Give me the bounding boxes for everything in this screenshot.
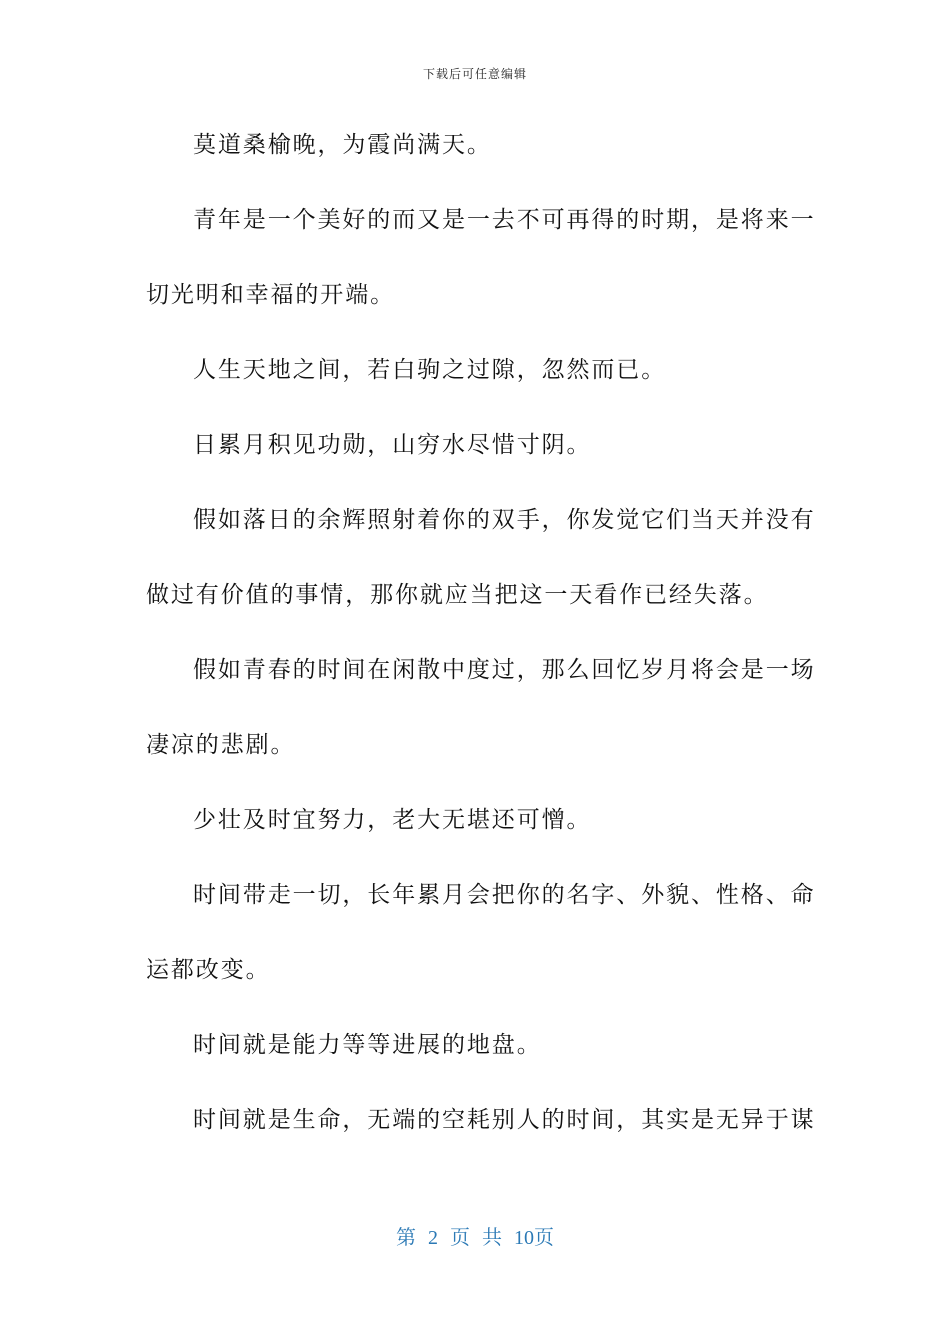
paragraph-line: 时间带走一切，长年累月会把你的名字、外貌、性格、命 (193, 882, 816, 908)
paragraph-line: 时间就是生命，无端的空耗别人的时间，其实是无异于谋 (193, 1107, 816, 1133)
paragraph-line: 切光明和幸福的开端。 (146, 282, 395, 308)
paragraph-line: 运都改变。 (146, 957, 271, 983)
paragraph-line: 假如青春的时间在闲散中度过，那么回忆岁月将会是一场 (193, 657, 816, 683)
paragraph-line: 时间就是能力等等进展的地盘。 (193, 1032, 542, 1058)
paragraph-line: 假如落日的余辉照射着你的双手，你发觉它们当天并没有 (193, 507, 816, 533)
paragraph-line: 日累月积见功勋，山穷水尽惜寸阴。 (193, 432, 592, 458)
page-footer (0, 1225, 950, 1251)
footer-word-ye: 页 (450, 1227, 470, 1249)
paragraph-line: 莫道桑榆晚，为霞尚满天。 (193, 132, 492, 158)
paragraph-line: 做过有价值的事情，那你就应当把这一天看作已经失落。 (146, 582, 769, 608)
paragraph-line: 青年是一个美好的而又是一去不可再得的时期，是将来一 (193, 207, 816, 233)
footer-word-gong: 共 (482, 1227, 502, 1249)
paragraph-line: 凄凉的悲剧。 (146, 732, 296, 758)
total-pages: 10页 (514, 1227, 554, 1249)
paragraph-line: 人生天地之间，若白驹之过隙，忽然而已。 (193, 357, 667, 383)
page-number: 2 (428, 1227, 438, 1249)
page-header: 下载后可任意编辑 (422, 67, 527, 81)
paragraph-line: 少壮及时宜努力，老大无堪还可憎。 (193, 807, 592, 833)
footer-word-di: 第 (396, 1227, 416, 1249)
